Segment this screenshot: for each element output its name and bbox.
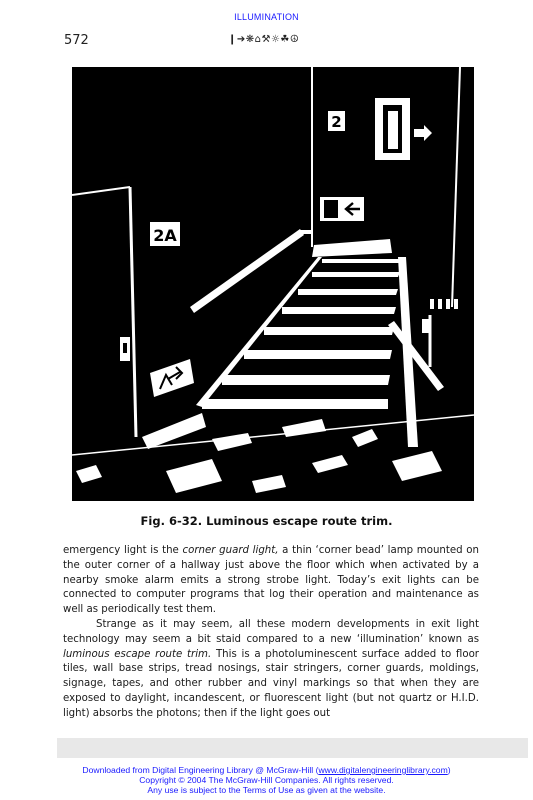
chapter-icons: ❙➔❋⌂⚒☼☘☮: [228, 34, 300, 45]
tread-4: [282, 307, 396, 314]
stripe: [438, 299, 442, 309]
tread-3: [298, 289, 398, 295]
tread-1: [322, 259, 402, 263]
text-run: emergency light is the: [63, 545, 183, 556]
footer-bar: [57, 738, 528, 758]
figure-caption: Fig. 6-32. Luminous escape route trim.: [140, 514, 393, 528]
term-corner-guard-light: corner guard light,: [182, 545, 279, 556]
term-luminous-escape-route-trim: luminous escape route trim.: [63, 648, 212, 660]
tread-2: [312, 272, 400, 277]
footer-terms: Any use is subject to the Terms of Use as given at the website.: [147, 785, 386, 795]
tread-5: [264, 327, 394, 335]
footer: [0, 765, 533, 795]
body-text: [63, 544, 479, 722]
level-2a-label: 2A: [153, 226, 177, 245]
level-2-label: 2: [331, 113, 342, 131]
figure-escape-route-illustration: [72, 67, 474, 501]
footer-website-link[interactable]: www.digitalengineeringlibrary.com: [318, 765, 448, 775]
footer-text: ): [447, 765, 451, 775]
text-run: Strange as it may seem, all these modern developments in exit light technology may seem a bit staid compared to a new ‘illumination’ known as: [63, 618, 479, 645]
stairwell-drawing: [72, 67, 474, 501]
text-run: This is a photoluminescent surface added to floor tiles, wall base strips, tread nosings, stair stringers, corner guards, moldings, signage, tapes, and other rubber and vinyl markings so that when they are exposed to daylight, incandescent, or fluorescent light (but not quartz or H.I.D. light) absorbs the photons; then if the light goes out: [63, 648, 479, 719]
wall-outlet-slot: [123, 343, 127, 353]
tread-8: [202, 399, 388, 409]
stripe: [454, 299, 458, 309]
paragraph-1: [63, 544, 479, 618]
paragraph-2: [63, 618, 479, 722]
stripe: [446, 299, 450, 309]
extinguisher-body: [388, 111, 398, 149]
stripe: [430, 299, 434, 309]
footer-copyright: Copyright © 2004 The McGraw-Hill Companies. All rights reserved.: [139, 775, 394, 785]
page-number: 572: [64, 33, 89, 48]
tread-7: [222, 375, 390, 385]
text-run: a thin ‘corner bead’ lamp mounted on the outer corner of a hallway just above the floor which when activated by a nearby smoke alarm emits a strong strobe light. Today’s exit lights can be connected to computer programs that log their operation and maintenance as well as periodically test them.: [63, 545, 479, 616]
exit-door-icon: [324, 200, 338, 218]
footer-line-1: [0, 765, 533, 775]
running-head: ILLUMINATION: [234, 12, 299, 22]
door-handle: [422, 319, 430, 333]
tread-6: [244, 350, 392, 359]
footer-text: Downloaded from Digital Engineering Library @ McGraw-Hill (: [82, 765, 319, 775]
